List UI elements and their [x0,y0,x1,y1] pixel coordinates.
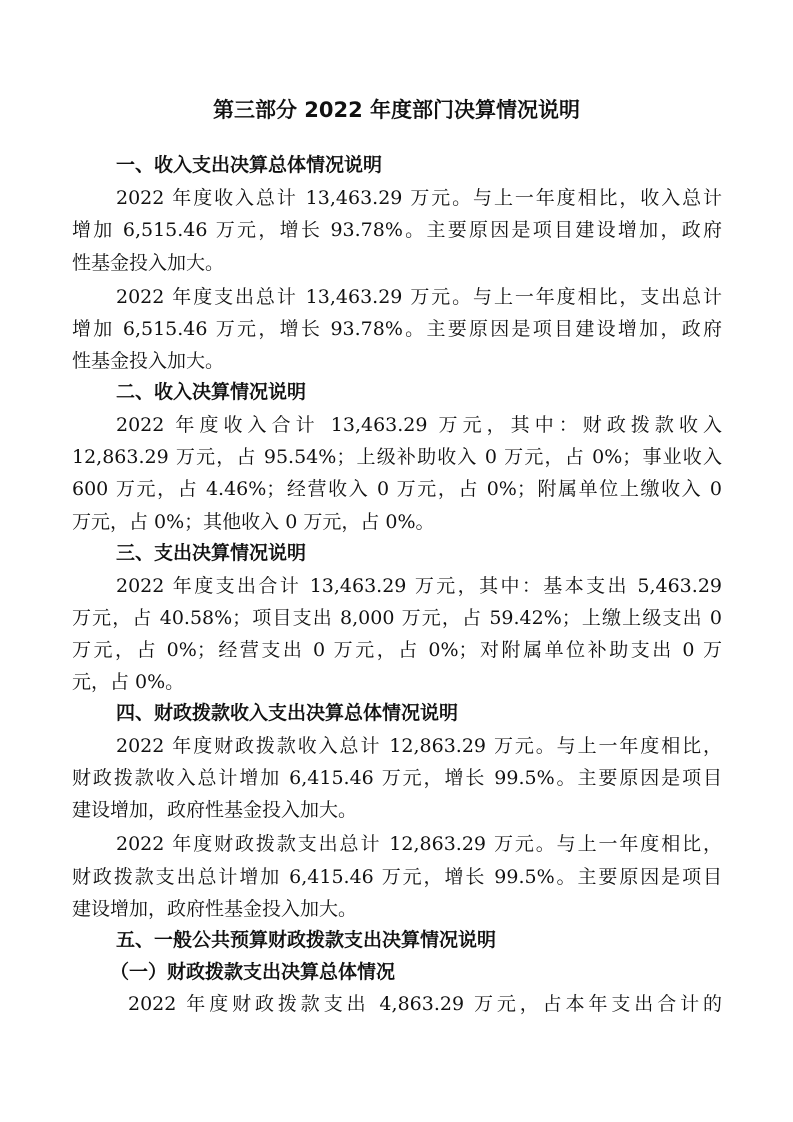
section-1-heading: 一、收入支出决算总体情况说明 [116,154,383,176]
section-1-para-2-line-2: 增加 6,515.46 万元，增长 93.78%。主要原因是项目建设增加，政府 [72,318,722,340]
section-1-para-2-line-3: 性基金投入加大。 [72,350,225,372]
section-3-para-1-line-2: 万元，占 40.58%；项目支出 8,000 万元，占 59.42%；上缴上级支出 0 [72,607,722,629]
section-5-heading: 五、一般公共预算财政拨款支出决算情况说明 [116,929,497,951]
section-1-para-1-line-1: 2022 年度收入总计 13,463.29 万元。与上一年度相比，收入总计 [116,187,722,209]
section-2-para-1-line-2: 12,863.29 万元，占 95.54%；上级补助收入 0 万元，占 0%；事业收入 [72,446,722,468]
section-4-para-2-line-1: 2022 年度财政拨款支出总计 12,863.29 万元。与上一年度相比， [116,833,722,855]
section-3-para-1-line-1: 2022 年度支出合计 13,463.29 万元，其中：基本支出 5,463.29 [116,575,722,597]
section-2-para-1-line-4: 万元，占 0%；其他收入 0 万元，占 0%。 [72,511,435,533]
section-1-para-1-line-2: 增加 6,515.46 万元，增长 93.78%。主要原因是项目建设增加，政府 [72,219,722,241]
section-3-para-1-line-3: 万元，占 0%；经营支出 0 万元，占 0%；对附属单位补助支出 0 万 [72,639,722,661]
section-1-para-2-line-1: 2022 年度支出总计 13,463.29 万元。与上一年度相比，支出总计 [116,286,722,308]
section-5-para-1-line-1: 2022 年度财政拨款支出 4,863.29 万元，占本年支出合计的 [128,993,722,1015]
section-4-para-2-line-3: 建设增加，政府性基金投入加大。 [72,898,358,920]
section-2-heading: 二、收入决算情况说明 [116,381,307,403]
section-1-para-1-line-3: 性基金投入加大。 [72,252,225,274]
section-4-para-1-line-3: 建设增加，政府性基金投入加大。 [72,799,358,821]
section-5-subheading: （一）财政拨款支出决算总体情况 [110,961,396,983]
section-2-para-1-line-3: 600 万元，占 4.46%；经营收入 0 万元，占 0%；附属单位上缴收入 0 [72,478,722,500]
section-4-para-1-line-2: 财政拨款收入总计增加 6,415.46 万元，增长 99.5%。主要原因是项目 [72,767,722,789]
page-title: 第三部分 2022 年度部门决算情况说明 [212,98,581,122]
section-4-para-2-line-2: 财政拨款支出总计增加 6,415.46 万元，增长 99.5%。主要原因是项目 [72,866,722,888]
section-2-para-1-line-1: 2022 年度收入合计 13,463.29 万元，其中：财政拨款收入 [116,414,722,436]
section-3-heading: 三、支出决算情况说明 [116,542,307,564]
section-3-para-1-line-4: 元，占 0%。 [72,671,185,693]
section-4-heading: 四、财政拨款收入支出决算总体情况说明 [116,702,459,724]
section-4-para-1-line-1: 2022 年度财政拨款收入总计 12,863.29 万元。与上一年度相比， [116,735,722,757]
